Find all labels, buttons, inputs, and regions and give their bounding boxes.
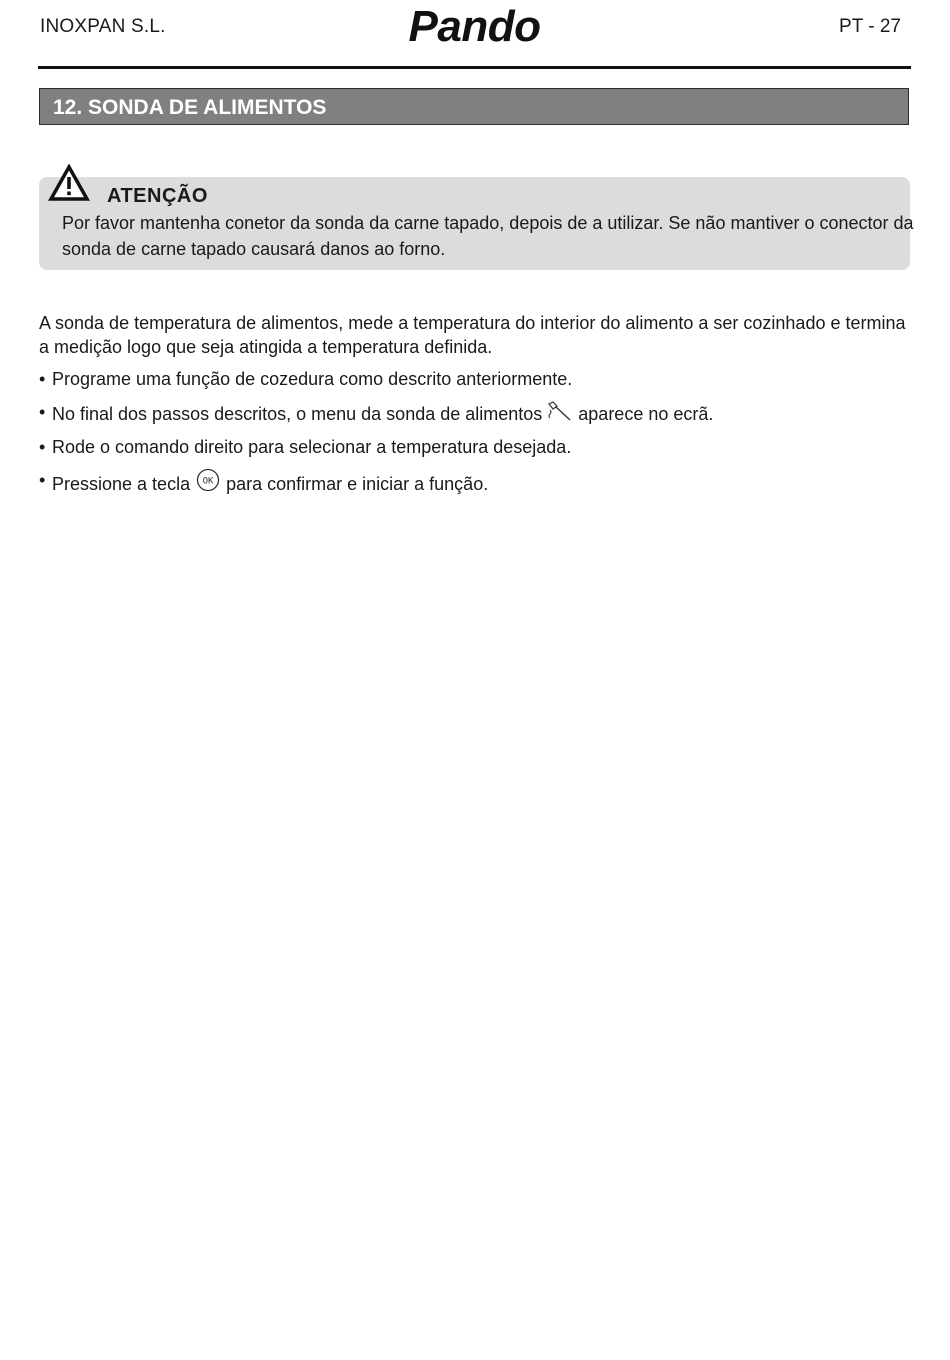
page-header bbox=[38, 0, 911, 69]
ok-button-label: OK bbox=[202, 476, 214, 487]
list-item bbox=[39, 400, 919, 426]
brand-logo: Pando bbox=[408, 2, 541, 51]
list-item-text: para confirmar e iniciar a função. bbox=[221, 474, 489, 494]
food-probe-icon bbox=[547, 400, 573, 422]
section-heading bbox=[39, 88, 909, 125]
warning-triangle-icon bbox=[48, 164, 90, 202]
page-number: PT - 27 bbox=[839, 16, 901, 37]
intro-paragraph: A sonda de temperatura de alimentos, mede a temperatura do interior do alimento a ser cozinhado e termina a medição logo que seja atingida a temperatura definida. bbox=[39, 313, 906, 357]
list-item bbox=[39, 435, 919, 459]
warning-title: ATENÇÃO bbox=[107, 185, 208, 207]
list-item-text: Programe uma função de cozedura como descrito anteriormente. bbox=[52, 369, 573, 389]
list-item-text: Pressione a tecla bbox=[52, 474, 196, 494]
list-item-text: aparece no ecrã. bbox=[573, 404, 714, 424]
list-item-text: Rode o comando direito para selecionar a temperatura desejada. bbox=[52, 437, 572, 457]
list-item bbox=[39, 468, 919, 494]
instruction-list bbox=[39, 367, 919, 503]
company-name: INOXPAN S.L. bbox=[40, 16, 166, 37]
ok-button-icon bbox=[195, 468, 221, 492]
list-item bbox=[39, 367, 919, 391]
warning-text: Por favor mantenha conetor da sonda da carne tapado, depois de a utilizar. Se não mantiver o conector da sonda de carne tapado causará danos ao forno. bbox=[62, 213, 914, 259]
list-item-text: No final dos passos descritos, o menu da sonda de alimentos bbox=[52, 404, 548, 424]
section-title-text: 12. SONDA DE ALIMENTOS bbox=[53, 96, 327, 119]
